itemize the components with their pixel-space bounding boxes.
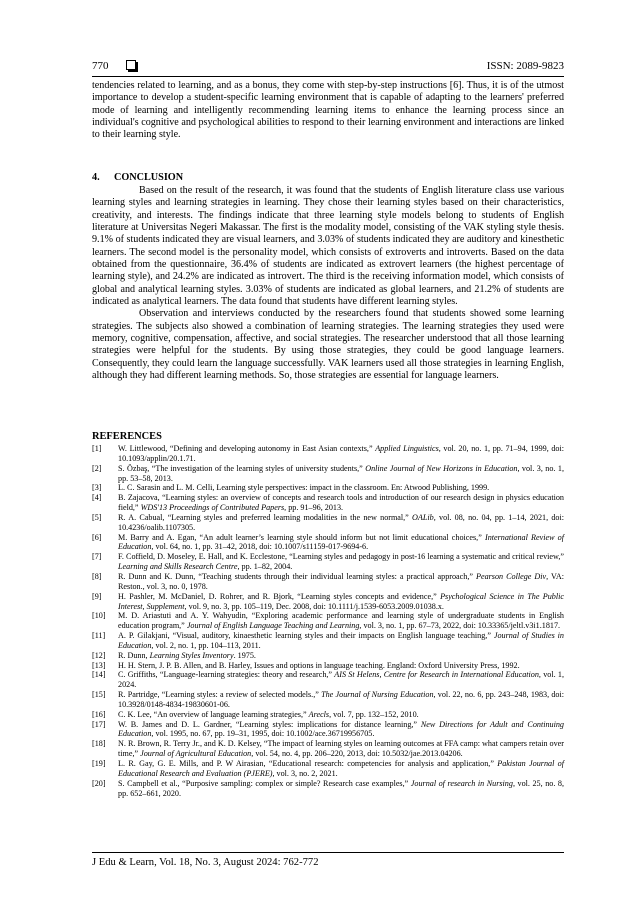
reference-details: , vol. 9, no. 3, pp. 105–119, Dec. 2008, doi: 10.1111/j.1539-6053.2009.01038.x. (184, 601, 444, 611)
reference-journal: AIS St Helens, Centre for Research in International Education (334, 670, 539, 680)
reference-text (118, 779, 564, 799)
reference-item (92, 631, 564, 651)
reference-authors-title: H. Pashler, M. McDaniel, D. Rohrer, and R. Bjork, “Learning styles concepts and evidence,” (118, 591, 441, 601)
reference-number: [10] (92, 611, 106, 621)
reference-item (92, 464, 564, 484)
reference-details: , vol. 2, no. 1, pp. 104–113, 2011. (151, 640, 261, 650)
reference-details: , vol. 25, no. 8, pp. 652–661, 2020. (118, 778, 564, 798)
reference-item (92, 759, 564, 779)
reference-item (92, 670, 564, 690)
reference-journal: Arecls (308, 709, 330, 719)
reference-number: [13] (92, 660, 106, 670)
reference-journal: The Journal of Nursing Education (321, 690, 434, 700)
reference-item (92, 513, 564, 533)
reference-authors-title: F. Coffield, D. Moseley, E. Hall, and K. Ecclestone, “Learning styles and pedagogy in post-16 learning a systematic and critical review,” (118, 552, 564, 562)
conclusion-paragraph-1: Based on the result of the research, it was found that the students of English literature class use various learning styles and learning strategies in learning. They chose their learning styles based on their characteristics, creativity, and interests. The findings indicate that three learning style models belong to students of English literature at Universitas Negeri Makassar. The first is the modality model, consisting of the VAK styling style thesis. 9.1% of students indicated they are visual learners, and 3.03% of students indicated they are auditory and kinesthetic learners. The second model is the personality model, which consists of extroverts and introverts. Based on the data obtained from the questionnaire, 36.4% of students are indicated as extrovert learners (the highest percentage of learning style), and 24.2% are indicated as introvert. The third is the receiving information model, which consists of global and analytical learning styles. 3.03% of students are indicated as global learners, and 21.2% of students are indicated as analytical learners. The data found that students have different learning styles. (92, 185, 564, 308)
reference-journal: Journal of Studies in Education (118, 631, 564, 650)
checkbox-square-icon (126, 60, 136, 70)
reference-text (118, 592, 564, 612)
reference-item (92, 739, 564, 759)
reference-item (92, 493, 564, 513)
reference-journal: Journal of English Language Teaching and Learning (186, 621, 360, 631)
reference-item (92, 552, 564, 572)
intro-paragraph: tendencies related to learning, and as a bonus, they come with step-by-step instructions [6]. Thus, it is of the utmost importance to develop a student-specific learning environment that is capable of adapting to the learners' preferred mode of learning and intelligently recommending learning items to enhance the learning process since an individual's cognitive and psychological abilities to respond to their learning environment and interactions are linked to their learning style. (92, 80, 564, 141)
reference-journal: WDS'13 Proceedings of Contributed Papers (140, 503, 285, 513)
reference-authors-title: W. Littlewood, “Defining and developing autonomy in East Asian contexts,” (118, 444, 376, 453)
reference-text (118, 631, 564, 651)
reference-authors-title: R. Dunn, (118, 650, 150, 660)
reference-details: , vol. 22, no. 6, pp. 243–248, 1983, doi: 10.3928/0148-4834-19830601-06. (118, 690, 564, 709)
reference-journal: Online Journal of New Horizons in Education (365, 463, 518, 473)
reference-item (92, 572, 564, 592)
reference-journal: Journal of research in Nursing (410, 778, 513, 788)
reference-number: [1] (92, 444, 102, 453)
reference-details: , vol. 3, no. 1, pp. 53–58, 2013. (118, 463, 564, 483)
reference-details: , pp. 1–82, 2004. (237, 562, 293, 572)
reference-journal: OALib (412, 512, 434, 522)
reference-authors-title: N. R. Brown, R. Terry Jr., and K. D. Kelsey, “The impact of learning styles on learning outcomes at FFA camp: what campers retain over time,” (118, 739, 564, 759)
reference-authors-title: W. B. James and D. L. Gardner, “Learning styles: implications for distance learning,” (118, 719, 421, 729)
reference-item (92, 444, 564, 464)
reference-text (118, 670, 564, 690)
reference-authors-title: R. A. Cabual, “Learning styles and preferred learning modalities in the new normal,” (118, 512, 413, 522)
reference-item (92, 720, 564, 740)
reference-text (118, 493, 564, 513)
conclusion-paragraph-2: Observation and interviews conducted by the researchers found that students showed some learning strategies. The subjects also showed a combination of learning strategies. The learning strategies they used were memory, cognitive, compensation, affective, and social strategies. The researcher understood that all those learning strategies were helpful for the students. By using those strategies, they could be good language learners. Consequently, they could learn the language successfully. VAK learners used all those strategies in learning English, although they had different learning methods. So, those strategies are essential for language learners. (92, 308, 564, 382)
reference-text (118, 513, 564, 533)
reference-number: [12] (92, 650, 106, 660)
reference-journal: International Review of Education (118, 532, 564, 552)
reference-item (92, 592, 564, 612)
reference-text (118, 444, 564, 464)
references-heading: REFERENCES (92, 431, 162, 442)
reference-authors-title: A. P. Gilakjani, “Visual, auditory, kinaesthetic learning styles and their impacts on English language teaching,” (118, 631, 494, 641)
reference-details: , vol. 54, no. 4, pp. 206–220, 2013, doi: 10.5032/jae.2013.04206. (251, 749, 463, 759)
reference-number: [20] (92, 778, 106, 788)
reference-number: [5] (92, 512, 102, 522)
reference-item (92, 533, 564, 553)
reference-journal: Learning Styles Inventory (149, 650, 234, 660)
reference-number: [19] (92, 759, 106, 768)
reference-item (92, 779, 564, 799)
reference-details: , vol. 7, pp. 132–152, 2010. (329, 709, 419, 719)
footer-divider (92, 852, 564, 853)
reference-text (118, 661, 564, 671)
reference-text (118, 572, 564, 592)
reference-number: [7] (92, 552, 102, 562)
reference-authors-title: R. Dunn and K. Dunn, “Teaching students through their individual learning styles: a practical approach,” (118, 571, 476, 581)
reference-item (92, 611, 564, 631)
footer-citation: J Edu & Learn, Vol. 18, No. 3, August 2024: 762-772 (92, 857, 319, 868)
reference-details: , VA: Reston., vol. 3, no. 0, 1978. (118, 571, 564, 591)
reference-details: , pp. 91–96, 2013. (284, 503, 344, 513)
reference-text (118, 720, 564, 740)
reference-authors-title: M. D. Ariastuti and A. Y. Wahyudin, “Exploring academic performance and learning style of undergraduate students in English education program,” (118, 611, 564, 631)
section-heading (92, 172, 183, 183)
reference-item (92, 661, 564, 671)
reference-number: [18] (92, 739, 106, 749)
reference-journal: Applied Linguistics (375, 444, 439, 453)
header-divider (92, 76, 564, 77)
reference-journal: Pearson College Div (476, 571, 547, 581)
reference-details: , vol. 3, no. 1, pp. 67–73, 2022, doi: 10.33365/jeltl.v3i1.1817. (359, 621, 561, 631)
reference-authors-title: S. Campbell et al., “Purposive sampling: complex or simple? Research case examples,” (118, 778, 411, 788)
reference-authors-title: H. H. Stern, J. P. B. Allen, and B. Harley, Issues and options in language teaching. England: Oxford University Press, 1992. (118, 660, 520, 670)
reference-text (118, 464, 564, 484)
reference-authors-title: C. Griffiths, “Language-learning strategies: theory and research,” (118, 670, 335, 680)
reference-journal: New Directions for Adult and Continuing Education (118, 719, 564, 739)
reference-number: [15] (92, 690, 106, 700)
reference-journal: Journal of Agricultural Education (140, 749, 252, 759)
reference-authors-title: C. K. Lee, “An overview of language learning strategies,” (118, 709, 309, 719)
page-number: 770 (92, 60, 109, 72)
section-title: CONCLUSION (114, 172, 184, 183)
reference-journal: Psychological Science in The Public Interest, Supplement (118, 591, 564, 611)
reference-authors-title: S. Özbaş, “The investigation of the learning styles of university students,” (118, 463, 366, 473)
reference-item (92, 483, 564, 493)
reference-number: [2] (92, 463, 102, 473)
reference-text (118, 759, 564, 779)
reference-text (118, 552, 564, 572)
reference-number: [4] (92, 493, 102, 503)
reference-number: [6] (92, 532, 102, 542)
reference-journal: Learning and Skills Research Centre (118, 562, 238, 572)
reference-details: , vol. 1, 2024. (118, 670, 564, 690)
conclusion-body (92, 185, 564, 383)
reference-details: , vol. 20, no. 1, pp. 71–94, 1999, doi: 10.1093/applin/20.1.71. (118, 444, 564, 463)
reference-details: , vol. 08, no. 04, pp. 1–14, 2021, doi: 10.4236/oalib.1107305. (118, 512, 564, 532)
section-number: 4. (92, 172, 100, 183)
intro-section (92, 80, 564, 141)
reference-authors-title: B. Zajacova, “Learning styles: an overview of concepts and research tools and introduction of our research design in physics education field,” (118, 493, 564, 513)
reference-text (118, 739, 564, 759)
reference-item (92, 710, 564, 720)
reference-journal: Pakistan Journal of Educational Research and Evaluation (PJERE) (118, 759, 564, 778)
reference-authors-title: R. Partridge, “Learning styles: a review of selected models.,” (118, 690, 322, 700)
reference-item (92, 651, 564, 661)
reference-number: [14] (92, 670, 106, 680)
reference-text (118, 690, 564, 710)
page-header (92, 57, 564, 77)
reference-text (118, 710, 564, 720)
reference-number: [8] (92, 571, 102, 581)
reference-text (118, 611, 564, 631)
reference-number: [11] (92, 631, 106, 641)
reference-number: [17] (92, 719, 106, 729)
reference-details: , vol. 1995, no. 67, pp. 19–31, 1995, doi: 10.1002/ace.36719956705. (151, 729, 375, 739)
issn-label: ISSN: 2089-9823 (486, 60, 564, 72)
reference-number: [9] (92, 591, 102, 601)
reference-authors-title: L. R. Gay, G. E. Mills, and P. W Airasian, “Educational research: competencies for analysis and application,” (118, 759, 498, 768)
reference-authors-title: L. C. Sarasin and L. M. Celli, Learning style perspectives: impact in the classroom. En: Atwood Publishing, 1999. (118, 483, 490, 493)
reference-item (92, 690, 564, 710)
references-list (92, 444, 564, 798)
reference-text (118, 651, 564, 661)
reference-number: [16] (92, 709, 106, 719)
reference-details: , vol. 64, no. 1, pp. 31–42, 2018, doi: 10.1007/s11159-017-9694-6. (151, 542, 369, 552)
reference-number: [3] (92, 483, 102, 493)
reference-details: . 1975. (233, 650, 256, 660)
reference-text (118, 533, 564, 553)
reference-text (118, 483, 564, 493)
reference-authors-title: M. Barry and A. Egan, “An adult learner’s learning style should inform but not limit educational choices,” (118, 532, 485, 542)
reference-details: , vol. 3, no. 2, 2021. (272, 768, 338, 778)
